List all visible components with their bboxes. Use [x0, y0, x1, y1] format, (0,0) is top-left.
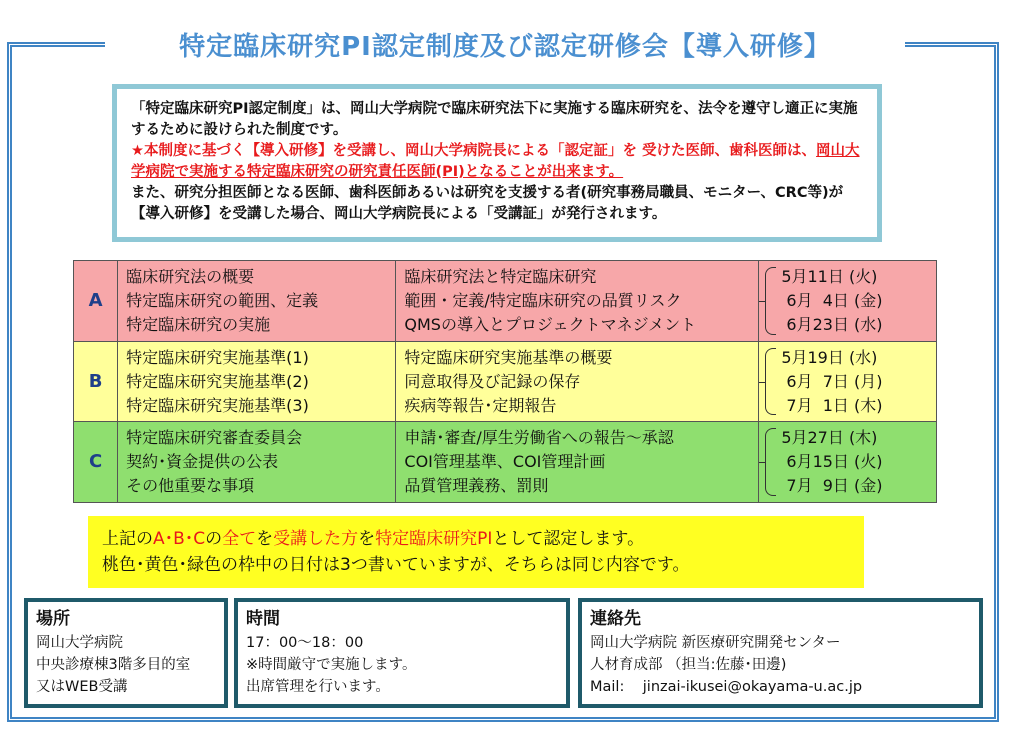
- brace-icon: [765, 428, 776, 496]
- note-highlight: A･B･C: [153, 529, 206, 549]
- detail-item: QMSの導入とプロジェクトマネジメント: [404, 315, 697, 334]
- intro-paragraph-3: また、研究分担医師となる医師、歯科医師あるいは研究を支援する者(研究事務局職員、モニター、CRC等)が【導入研修】を受講した場合、岡山大学病院長による「受講証」が発行されます。: [131, 185, 844, 222]
- topic-item: その他重要な事項: [126, 476, 255, 495]
- table-row: [74, 342, 937, 422]
- detail-item: 同意取得及び記録の保存: [404, 371, 581, 391]
- time-line: 出席管理を行います。: [246, 679, 390, 695]
- date-item: 6月 4日 (金): [781, 291, 883, 310]
- dates-cell: [759, 261, 937, 342]
- topic-item: 特定臨床研究実施基準(1): [126, 347, 309, 367]
- date-item: 6月23日 (水): [781, 315, 883, 334]
- note-text: 上記の: [102, 529, 153, 549]
- topic-item: 臨床研究法の概要: [126, 267, 255, 286]
- details-cell: [396, 422, 759, 503]
- table-row: [74, 422, 937, 503]
- row-label: B: [74, 342, 118, 422]
- detail-item: COI管理基準、COI管理計画: [404, 452, 606, 471]
- row-label: C: [74, 422, 118, 503]
- topic-item: 特定臨床研究実施基準(2): [126, 371, 309, 391]
- topic-item: 特定臨床研究の実施: [126, 315, 271, 334]
- topic-item: 特定臨床研究の範囲、定義: [126, 291, 319, 310]
- detail-item: 申請･審査/厚生労働省への報告～承認: [404, 428, 674, 447]
- place-box: [24, 598, 228, 708]
- note-highlight: 全て: [222, 529, 257, 549]
- intro-paragraph-1: 「特定臨床研究PI認定制度」は、岡山大学病院で臨床研究法下に実施する臨床研究を、法令を遵守し適正に実施するために設けられた制度です。: [131, 101, 858, 138]
- place-heading: 場所: [36, 609, 70, 629]
- time-line: 17：00～18：00: [246, 635, 364, 651]
- note-text: の: [205, 529, 223, 549]
- topics-cell: [118, 261, 396, 342]
- date-item: 5月19日 (水): [781, 347, 878, 367]
- dates-cell: [759, 342, 937, 422]
- detail-item: 臨床研究法と特定臨床研究: [404, 267, 597, 286]
- details-cell: [396, 261, 759, 342]
- topics-cell: [118, 342, 396, 422]
- place-line: 中央診療棟3階多目的室: [36, 657, 191, 673]
- date-item: 6月 7日 (月): [781, 371, 883, 391]
- topic-item: 契約･資金提供の公表: [126, 452, 279, 471]
- intro-paragraph-2: [131, 141, 863, 183]
- contact-line: 岡山大学病院 新医療研究開発センター: [590, 635, 841, 651]
- note-highlight: 受講した方: [273, 529, 359, 549]
- note-text: を: [256, 529, 274, 549]
- date-item: 5月27日 (木): [781, 428, 878, 447]
- detail-item: 疾病等報告･定期報告: [404, 395, 557, 415]
- topic-item: 特定臨床研究審査委員会: [126, 428, 303, 447]
- topics-cell: [118, 422, 396, 503]
- contact-email: Mail: jinzai-ikusei@okayama-u.ac.jp: [590, 679, 863, 695]
- schedule-table: [73, 260, 937, 503]
- note-line-2: 桃色･黄色･緑色の枠中の日付は3つ書いていますが、そちらは同じ内容です。: [102, 555, 690, 575]
- certification-note: [88, 516, 864, 588]
- detail-item: 品質管理義務、罰則: [404, 476, 549, 495]
- note-text: を: [358, 529, 376, 549]
- time-heading: 時間: [246, 609, 280, 629]
- date-item: 6月15日 (火): [781, 452, 883, 471]
- brace-icon: [765, 348, 776, 415]
- date-item: 5月11日 (火): [781, 267, 878, 286]
- brace-icon: [765, 267, 776, 335]
- time-line: ※時間厳守で実施します。: [246, 657, 417, 673]
- date-item: 7月 9日 (金): [781, 476, 883, 495]
- contact-box: [578, 598, 983, 708]
- contact-heading: 連絡先: [590, 609, 641, 629]
- page-title: 特定臨床研究PI認定制度及び認定研修会【導入研修】: [105, 22, 905, 67]
- note-line-1: [102, 526, 850, 552]
- row-label: A: [74, 261, 118, 342]
- place-line: 又はWEB受講: [36, 679, 128, 695]
- note-highlight: 特定臨床研究PI: [375, 529, 493, 549]
- intro-box: [112, 84, 882, 242]
- dates-cell: [759, 422, 937, 503]
- time-box: [234, 598, 570, 708]
- detail-item: 特定臨床研究実施基準の概要: [404, 347, 613, 367]
- contact-line: 人材育成部 （担当:佐藤･田邊): [590, 657, 787, 673]
- intro-paragraph-2-a: ★本制度に基づく【導入研修】を受講し、岡山大学病院長による「認定証」を 受けた医師、歯科医師は、: [131, 143, 817, 159]
- date-item: 7月 1日 (木): [781, 395, 883, 415]
- place-line: 岡山大学病院: [36, 635, 123, 651]
- topic-item: 特定臨床研究実施基準(3): [126, 395, 309, 415]
- intro-paragraph-2-b: 岡山大学病院で実施する特定臨床研究の研究責任医師(PI)となることが出来ます。: [131, 143, 860, 180]
- note-text: として認定します。: [492, 529, 645, 549]
- details-cell: [396, 342, 759, 422]
- detail-item: 範囲・定義/特定臨床研究の品質リスク: [404, 291, 682, 310]
- table-row: [74, 261, 937, 342]
